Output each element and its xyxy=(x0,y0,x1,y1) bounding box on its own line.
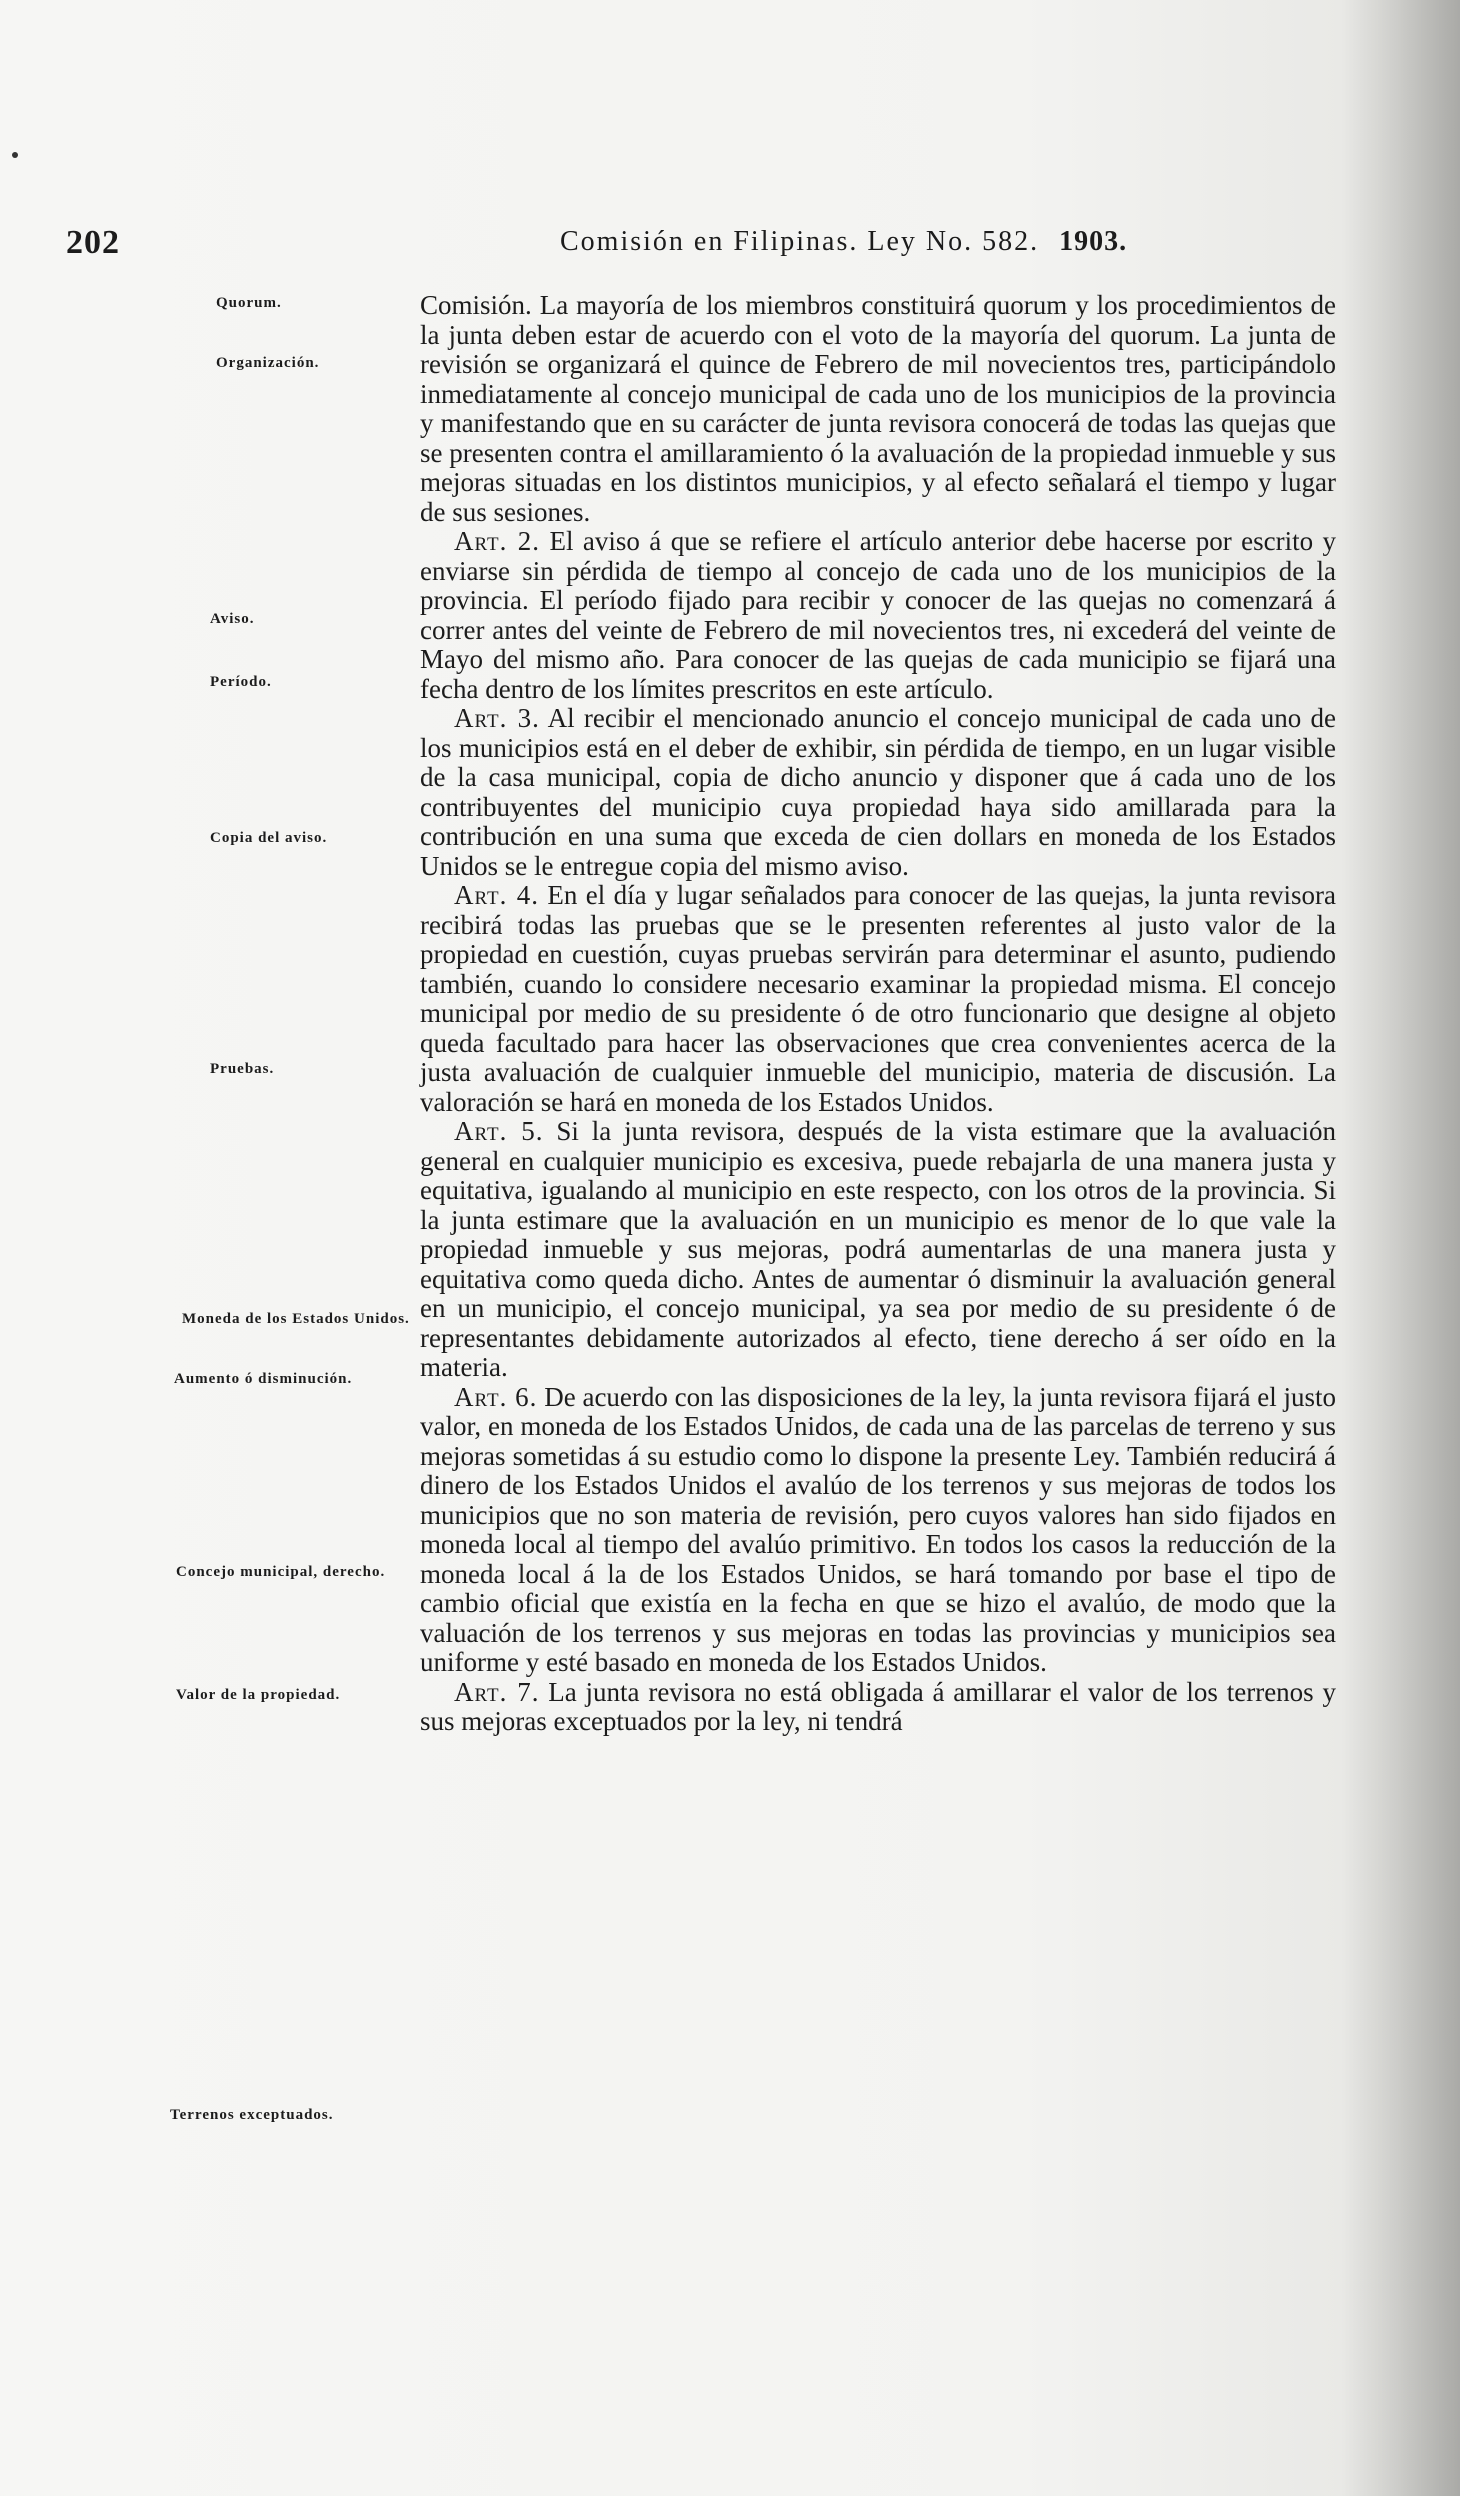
article-3-label: Art. 3. xyxy=(454,703,540,733)
article-7-text: La junta revisora no está obligada á amillarar el valor de los terrenos y sus mejoras exceptuados por la ley, ni tendrá xyxy=(420,1676,1336,1736)
margin-note-copia-aviso: Copia del aviso. xyxy=(210,830,328,846)
margin-note-moneda: Moneda de los Estados Unidos. xyxy=(182,1311,410,1327)
article-2-label: Art. 2. xyxy=(454,526,541,556)
margin-note-periodo: Período. xyxy=(210,674,272,690)
article-4-label: Art. 4. xyxy=(454,880,539,910)
running-head xyxy=(560,226,1127,258)
article-4-text: En el día y lugar señalados para conocer de las quejas, la junta revisora recibirá todas las pruebas que se le presenten referentes al justo valor de la propiedad en cuestión, cuyas pruebas servirán para determinar el asunto, pudiendo también, cuando lo considere necesario examinar la propiedad misma. El concejo municipal por medio de su presidente ó de otro funcionario que designe al objeto queda facultado para hacer las observaciones que crea convenientes acerca de la justa avaluación de cualquier inmueble del municipio, materia de discusión. La valoración se hará en moneda de los Estados Unidos. xyxy=(420,880,1337,1117)
article-5-text: Si la junta revisora, después de la vista estimare que la avaluación general en cualquier municipio es excesiva, puede rebajarla de una manera justa y equitativa, igualando al municipio en este respecto, con los otros de la provincia. Si la junta estimare que la avaluación en un municipio es menor de lo que vale la propiedad inmueble y sus mejoras, podrá aumentarlas de una manera justa y equitativa como queda dicho. Antes de aumentar ó disminuir la avaluación general en un municipio, el concejo municipal, ya sea por medio de su presidente ó de representantes debidamente autorizados al efecto, tiene derecho á ser oído en la materia. xyxy=(420,1116,1336,1382)
margin-note-aumento: Aumento ó disminución. xyxy=(174,1371,353,1387)
article-5-label: Art. 5. xyxy=(454,1116,544,1146)
page-edge-shadow xyxy=(1340,0,1460,2496)
margin-note-valor: Valor de la propiedad. xyxy=(176,1687,341,1703)
running-head-title: Comisión en Filipinas. Ley No. 582. xyxy=(560,226,1040,257)
margin-notes xyxy=(0,0,420,2496)
article-4 xyxy=(420,881,1336,1117)
paragraph-comision: Comisión. La mayoría de los miembros constituirá quorum y los procedimientos de la junta deben estar de acuerdo con el voto de la mayoría del quorum. La junta de revisión se organizará el quince de Febrero de mil novecientos tres, participándolo inmediatamente al concejo municipal de cada uno de los municipios de la provincia y manifestando que en su carácter de junta revisora conocerá de todas las quejas que se presenten contra el amillaramiento ó la avaluación de la propiedad inmueble y sus mejoras situadas en los distintos municipios, y al efecto señalará el tiempo y lugar de sus sesiones. xyxy=(420,290,1336,527)
article-5 xyxy=(420,1117,1336,1383)
margin-note-terrenos: Terrenos exceptuados. xyxy=(170,2107,334,2123)
article-3-text: Al recibir el mencionado anuncio el concejo municipal de cada uno de los municipios está en el deber de exhibir, sin pérdida de tiempo, en un lugar visible de la casa municipal, copia de dicho anuncio y disponer que á cada uno de los contribuyentes del municipio cuya propiedad haya sido amillarada para la contribución en una suma que exceda de cien dollars en moneda de los Estados Unidos se le entregue copia del mismo aviso. xyxy=(420,703,1337,881)
article-6-label: Art. 6. xyxy=(454,1381,538,1412)
article-2 xyxy=(420,527,1336,704)
article-7 xyxy=(420,1678,1336,1737)
body-text xyxy=(420,291,1336,1737)
article-3 xyxy=(420,704,1336,881)
article-2-text: El aviso á que se refiere el artículo anterior debe hacerse por escrito y enviarse sin pérdida de tiempo al concejo de cada uno de los municipios de la provincia. El período fijado para recibir y conocer de las quejas no comenzará á correr antes del veinte de Febrero de mil novecientos tres, ni excederá del veinte de Mayo del mismo año. Para conocer de las quejas de cada municipio se fijará una fecha dentro de los límites prescritos en este artículo. xyxy=(420,526,1337,704)
article-7-label: Art. 7. xyxy=(454,1676,540,1707)
article-6 xyxy=(420,1383,1336,1678)
margin-note-pruebas: Pruebas. xyxy=(210,1061,275,1077)
page-number: 202 xyxy=(66,224,120,261)
running-head-year: 1903. xyxy=(1059,226,1128,257)
margin-note-aviso: Aviso. xyxy=(210,611,255,627)
margin-note-organizacion: Organización. xyxy=(216,355,320,371)
margin-note-quorum: Quorum. xyxy=(216,295,282,311)
article-6-text: De acuerdo con las disposiciones de la ley, la junta revisora fijará el justo valor, en moneda de los Estados Unidos, de cada una de las parcelas de terreno y sus mejoras sometidas á su estudio como lo dispone la presente Ley. También reducirá á dinero de los Estados Unidos el avalúo de los terrenos y sus mejoras de todos los municipios que no son materia de revisión, pero cuyos valores han sido fijados en moneda local al tiempo del avalúo primitivo. En todos los casos la reducción de la moneda local á la de los Estados Unidos, se hará tomando por base el tipo de cambio oficial que existía en la fecha en que se hizo el avalúo, de modo que la valuación de los terrenos y sus mejoras en todas las provincias y municipios sea uniforme y esté basado en moneda de los Estados Unidos. xyxy=(420,1381,1337,1677)
margin-note-concejo: Concejo municipal, derecho. xyxy=(176,1564,386,1580)
